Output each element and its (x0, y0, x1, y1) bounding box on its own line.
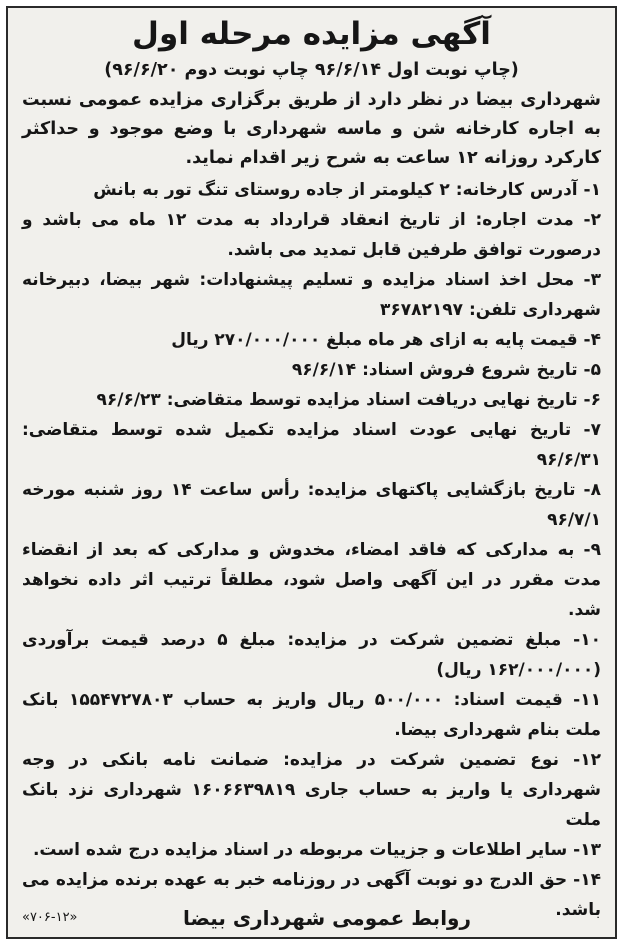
notice-item-invalid-documents: ۹- به مدارکی که فاقد امضاء، مخدوش و مدارکی که بعد از انقضاء مدت مقرر در این آگهی واصل شود، مطلقاً ترتیب اثر داده نخواهد شد. (22, 540, 601, 620)
notice-item-document-price: ۱۱- قیمت اسناد: ۵۰۰/۰۰۰ ریال واریز به حساب ۱۵۵۴۷۲۷۸۰۳ بانک ملت بنام شهرداری بیضا. (22, 690, 601, 740)
notice-item-guarantee-amount: ۱۰- مبلغ تضمین شرکت در مزایده: مبلغ ۵ درصد قیمت برآوردی (۱۶۲/۰۰۰/۰۰۰ ریال) (22, 630, 601, 680)
notice-item-lease-term: ۲- مدت اجاره: از تاریخ انعقاد قرارداد به مدت ۱۲ ماه می باشد و درصورت توافق طرفین قابل تمدید می باشد. (22, 210, 601, 260)
notice-item-documents-location: ۳- محل اخذ اسناد مزایده و تسلیم پیشنهادات: شهر بیضا، دبیرخانه شهرداری تلفن: ۳۶۷۸۲۱۹۷ (22, 270, 601, 320)
signature: روابط عمومی شهرداری بیضا (182, 906, 471, 930)
notice-item-address: ۱- آدرس کارخانه: ۲ کیلومتر از جاده روستای تنگ تور به بانش (93, 180, 601, 200)
notice-code: «۷۰۶-۱۲» (22, 910, 78, 925)
notice-title: آگهی مزایده مرحله اول (132, 16, 491, 52)
notice-item-receive-deadline: ۶- تاریخ نهایی دریافت اسناد مزایده توسط متقاضی: ۹۶/۶/۲۳ (96, 390, 601, 410)
notice-item-opening-date: ۸- تاریخ بازگشایی پاکتهای مزایده: رأس ساعت ۱۴ روز شنبه مورخه ۹۶/۷/۱ (22, 480, 601, 530)
notice-item-other-info: ۱۳- سایر اطلاعات و جزییات مربوطه در اسناد مزایده درج شده است. (32, 840, 601, 860)
notice-item-ad-fee: ۱۴- حق الدرج دو نوبت آگهی در روزنامه خبر به عهده برنده مزایده می باشد. (22, 870, 601, 920)
print-dates: (چاپ نوبت اول ۹۶/۶/۱۴ چاپ نوبت دوم ۹۶/۶/۲۰) (104, 60, 519, 80)
notice-item-guarantee-type: ۱۲- نوع تضمین شرکت در مزایده: ضمانت نامه بانکی در وجه شهرداری یا واریز به حساب جاری ۱۶۰۶۶۳۹۸۱۹ شهرداری نزد بانک ملت (22, 750, 601, 830)
notice-item-return-deadline: ۷- تاریخ نهایی عودت اسناد مزایده تکمیل شده توسط متقاضی: ۹۶/۶/۳۱ (22, 420, 601, 470)
intro-paragraph: شهرداری بیضا در نظر دارد از طریق برگزاری مزایده عمومی نسبت به اجاره کارخانه شن و ماسه شهرداری با وضع موجود و حداکثر کارکرد روزانه ۱۲ ساعت به شرح زیر اقدام نماید. (22, 90, 601, 168)
notice-footer (22, 903, 601, 933)
notice-items (22, 175, 601, 925)
notice-item-sale-start: ۵- تاریخ شروع فروش اسناد: ۹۶/۶/۱۴ (291, 360, 601, 380)
notice-item-base-price: ۴- قیمت پایه به ازای هر ماه مبلغ ۲۷۰/۰۰۰/۰۰۰ ریال (171, 330, 601, 350)
auction-notice (6, 6, 617, 939)
